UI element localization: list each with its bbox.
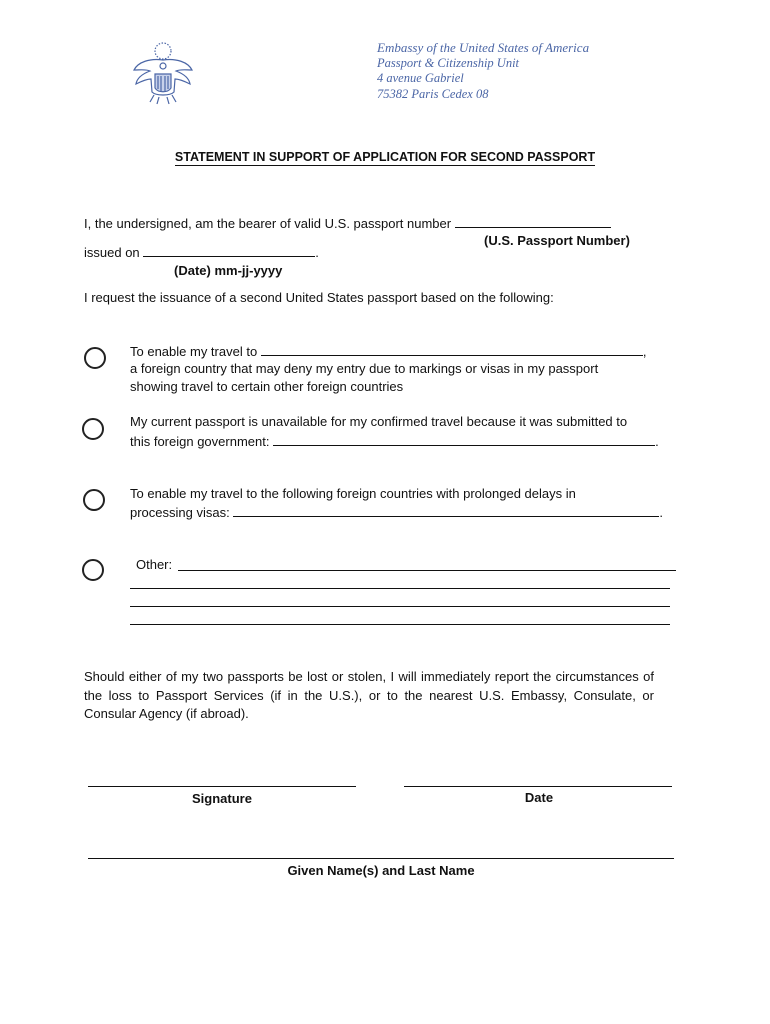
travel-country-field[interactable] [261, 342, 643, 356]
foreign-government-field[interactable] [273, 432, 655, 446]
option-visas-radio[interactable] [83, 489, 105, 511]
option-unavailable-line1: My current passport is unavailable for my confirmed travel because it was submitted to [130, 414, 628, 429]
embassy-unit: Passport & Citizenship Unit [377, 55, 520, 70]
bearer-statement [84, 214, 611, 233]
other-reason-line-2[interactable] [130, 588, 670, 589]
date-field[interactable] [404, 786, 672, 787]
option-travel-radio[interactable] [84, 347, 106, 369]
option-unavailable-radio[interactable] [82, 418, 104, 440]
full-name-label: Given Name(s) and Last Name [287, 863, 475, 878]
passport-number-field[interactable] [455, 214, 611, 228]
option-visas-line2 [130, 503, 663, 522]
document-title-text: STATEMENT IN SUPPORT OF APPLICATION FOR SECOND PASSPORT [174, 150, 596, 164]
option-unavailable-text: this foreign government: [130, 434, 270, 449]
signature-field[interactable] [88, 786, 356, 787]
passport-number-caption: (U.S. Passport Number) [484, 233, 630, 248]
option-travel-text: To enable my travel to [130, 344, 258, 359]
issued-on-period: . [315, 245, 319, 260]
bearer-line-text: I, the undersigned, am the bearer of valid U.S. passport number [84, 216, 452, 231]
option-other-label: Other: [136, 557, 173, 572]
option-travel-comma: , [642, 344, 647, 359]
other-reason-line-4[interactable] [130, 624, 670, 625]
issue-date-field[interactable] [143, 243, 315, 257]
option-visas-period: . [659, 505, 663, 520]
visa-countries-field[interactable] [233, 503, 659, 517]
loss-statement: Should either of my two passports be lost or stolen, I will immediately report the circumstances of the loss to Passport Services (if in the U.S.), or to the nearest U.S. Embassy, Consulate, or Consular Agency (if abroad). [84, 669, 654, 721]
option-unavailable-line2 [130, 432, 659, 451]
option-travel-line3: showing travel to certain other foreign countries [130, 379, 404, 394]
option-visas-text: processing visas: [130, 505, 230, 520]
issued-on-label: issued on [84, 245, 140, 260]
request-text: I request the issuance of a second United States passport based on the following: [84, 290, 554, 305]
option-travel-line2: a foreign country that may deny my entry due to markings or visas in my passport [130, 361, 599, 376]
date-format-caption: (Date) mm-jj-yyyy [174, 263, 283, 278]
issued-on-line [84, 243, 319, 262]
other-reason-line-3[interactable] [130, 606, 670, 607]
embassy-address [377, 40, 589, 102]
embassy-street: 4 avenue Gabriel [377, 71, 464, 85]
great-seal-icon [132, 40, 194, 106]
signature-label: Signature [192, 791, 252, 806]
document-title [0, 150, 770, 164]
option-unavailable-period: . [655, 434, 659, 449]
other-reason-field[interactable] [178, 570, 676, 571]
full-name-field[interactable] [88, 858, 674, 859]
option-travel-line1 [130, 342, 646, 361]
date-label: Date [524, 790, 554, 805]
option-visas-line1: To enable my travel to the following foreign countries with prolonged delays in [130, 486, 576, 501]
embassy-name: Embassy of the United States of America [377, 40, 590, 55]
embassy-city: 75382 Paris Cedex 08 [377, 86, 489, 101]
option-other-radio[interactable] [82, 559, 104, 581]
